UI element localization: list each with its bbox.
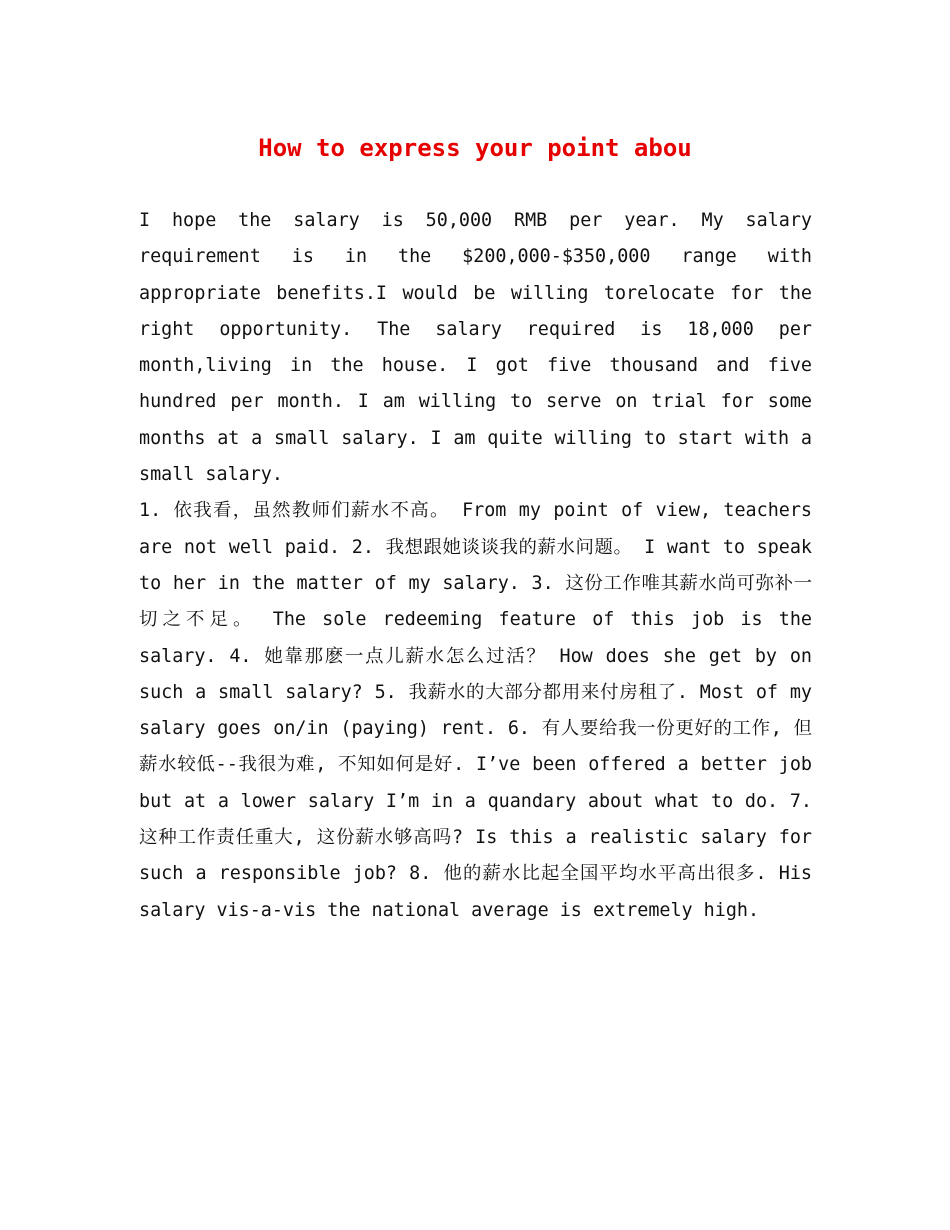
document-body <box>139 203 812 929</box>
body-paragraph-2: 1. 依我看，虽然教师们薪水不高。 From my point of view, teachers are not well paid. 2. 我想跟她谈谈我的薪水问题。 I want to speak to her in the matter of my salary. 3. 这份工作唯其薪水尚可弥补一切之不足。 The sole redeeming feature of this job is the salary. 4. 她靠那麽一点儿薪水怎么过活？ How does she get by on such a small salary? 5. 我薪水的大部分都用来付房租了. Most of my salary goes on/in (paying) rent. 6. 有人要给我一份更好的工作, 但薪水较低--我很为难, 不知如何是好. I’ve been offered a better job but at a lower salary I’m in a quandary about what to do. 7. 这种工作责任重大, 这份薪水够高吗? Is this a realistic salary for such a responsible job? 8. 他的薪水比起全国平均水平高出很多. His salary vis-a-vis the national average is extremely high. <box>139 500 812 921</box>
document-title: How to express your point abou <box>258 134 692 162</box>
body-paragraph-1: I hope the salary is 50,000 RMB per year. My salary requirement is in the $200,000-$350,000 range with appropriate benefits.I would be willing torelocate for the right opportunity. The salary required is 18,000 per month,living in the house. I got five thousand and five hundred per month. I am willing to serve on trial for some months at a small salary. I am quite willing to start with a small salary. <box>139 210 812 486</box>
